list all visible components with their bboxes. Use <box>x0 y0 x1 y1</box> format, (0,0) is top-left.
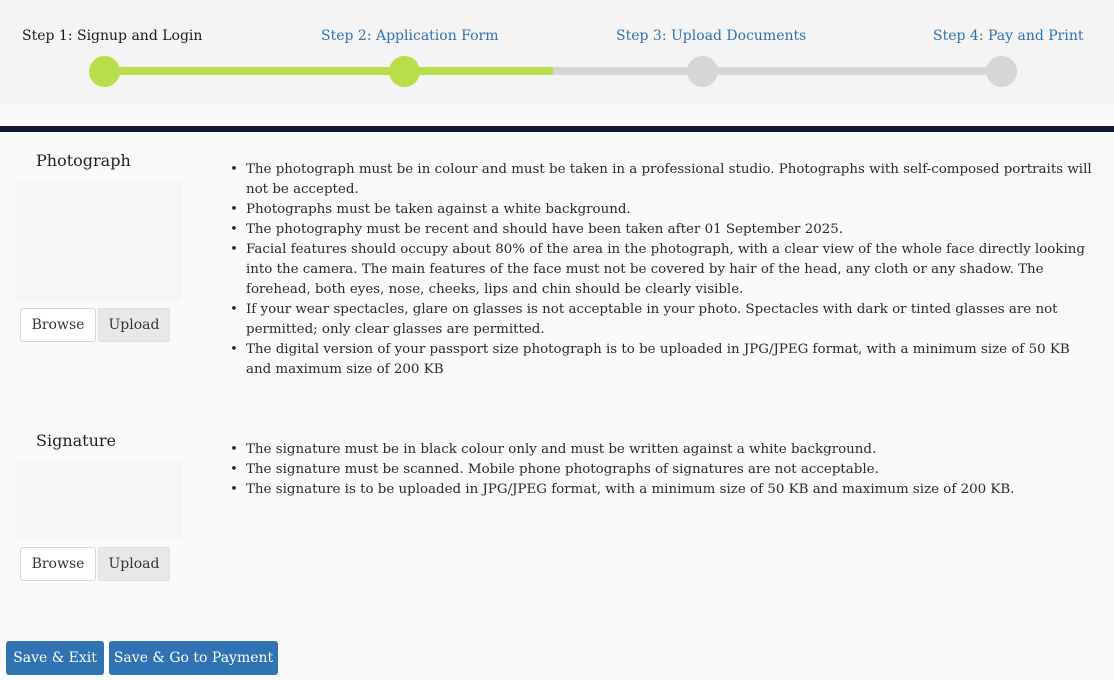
step-3-marker <box>687 56 718 87</box>
progress-stepper <box>0 0 1114 104</box>
step-2-marker <box>389 56 420 87</box>
photograph-upload-button[interactable]: Upload <box>98 308 170 342</box>
list-item: • Photographs must be taken against a white background. <box>230 200 1094 220</box>
photograph-preview <box>16 182 182 302</box>
photograph-requirements-list <box>230 160 1094 380</box>
save-go-to-payment-button[interactable]: Save & Go to Payment <box>109 641 278 675</box>
signature-requirements-list <box>230 440 1094 500</box>
list-item: • The photograph must be in colour and must be taken in a professional studio. Photographs with self-composed portraits will not be accepted. <box>230 160 1094 200</box>
list-item: • The signature must be scanned. Mobile phone photographs of signatures are not acceptable. <box>230 460 1094 480</box>
list-item: • The digital version of your passport size photograph is to be uploaded in JPG/JPEG format, with a minimum size of 50 KB and maximum size of 200 KB <box>230 340 1094 380</box>
step-3-label[interactable]: Step 3: Upload Documents <box>616 28 807 44</box>
save-exit-button[interactable]: Save & Exit <box>6 641 104 675</box>
step-4-marker <box>986 56 1017 87</box>
photograph-browse-button[interactable]: Browse <box>20 308 96 342</box>
step-2-label[interactable]: Step 2: Application Form <box>321 28 499 44</box>
list-item: • Facial features should occupy about 80% of the area in the photograph, with a clear view of the whole face directly looking into the camera. The main features of the face must not be covered by hair of the head, any cloth or any shadow. The forehead, both eyes, nose, cheeks, lips and chin should be clearly visible. <box>230 240 1094 300</box>
step-4-label[interactable]: Step 4: Pay and Print <box>933 28 1084 44</box>
signature-preview <box>16 462 182 540</box>
list-item: • The signature must be in black colour only and must be written against a white background. <box>230 440 1094 460</box>
step-1-marker <box>89 56 120 87</box>
list-item: • The signature is to be uploaded in JPG/JPEG format, with a minimum size of 50 KB and maximum size of 200 KB. <box>230 480 1094 500</box>
signature-title: Signature <box>36 431 117 450</box>
step-1-label: Step 1: Signup and Login <box>22 28 203 44</box>
list-item: • If your wear spectacles, glare on glasses is not acceptable in your photo. Spectacles with dark or tinted glasses are not permitted; only clear glasses are permitted. <box>230 300 1094 340</box>
photograph-title: Photograph <box>36 151 131 170</box>
progress-track-fill <box>104 67 553 75</box>
signature-upload-button[interactable]: Upload <box>98 547 170 581</box>
signature-browse-button[interactable]: Browse <box>20 547 96 581</box>
list-item: • The photography must be recent and should have been taken after 01 September 2025. <box>230 220 1094 240</box>
header-divider <box>0 126 1114 132</box>
